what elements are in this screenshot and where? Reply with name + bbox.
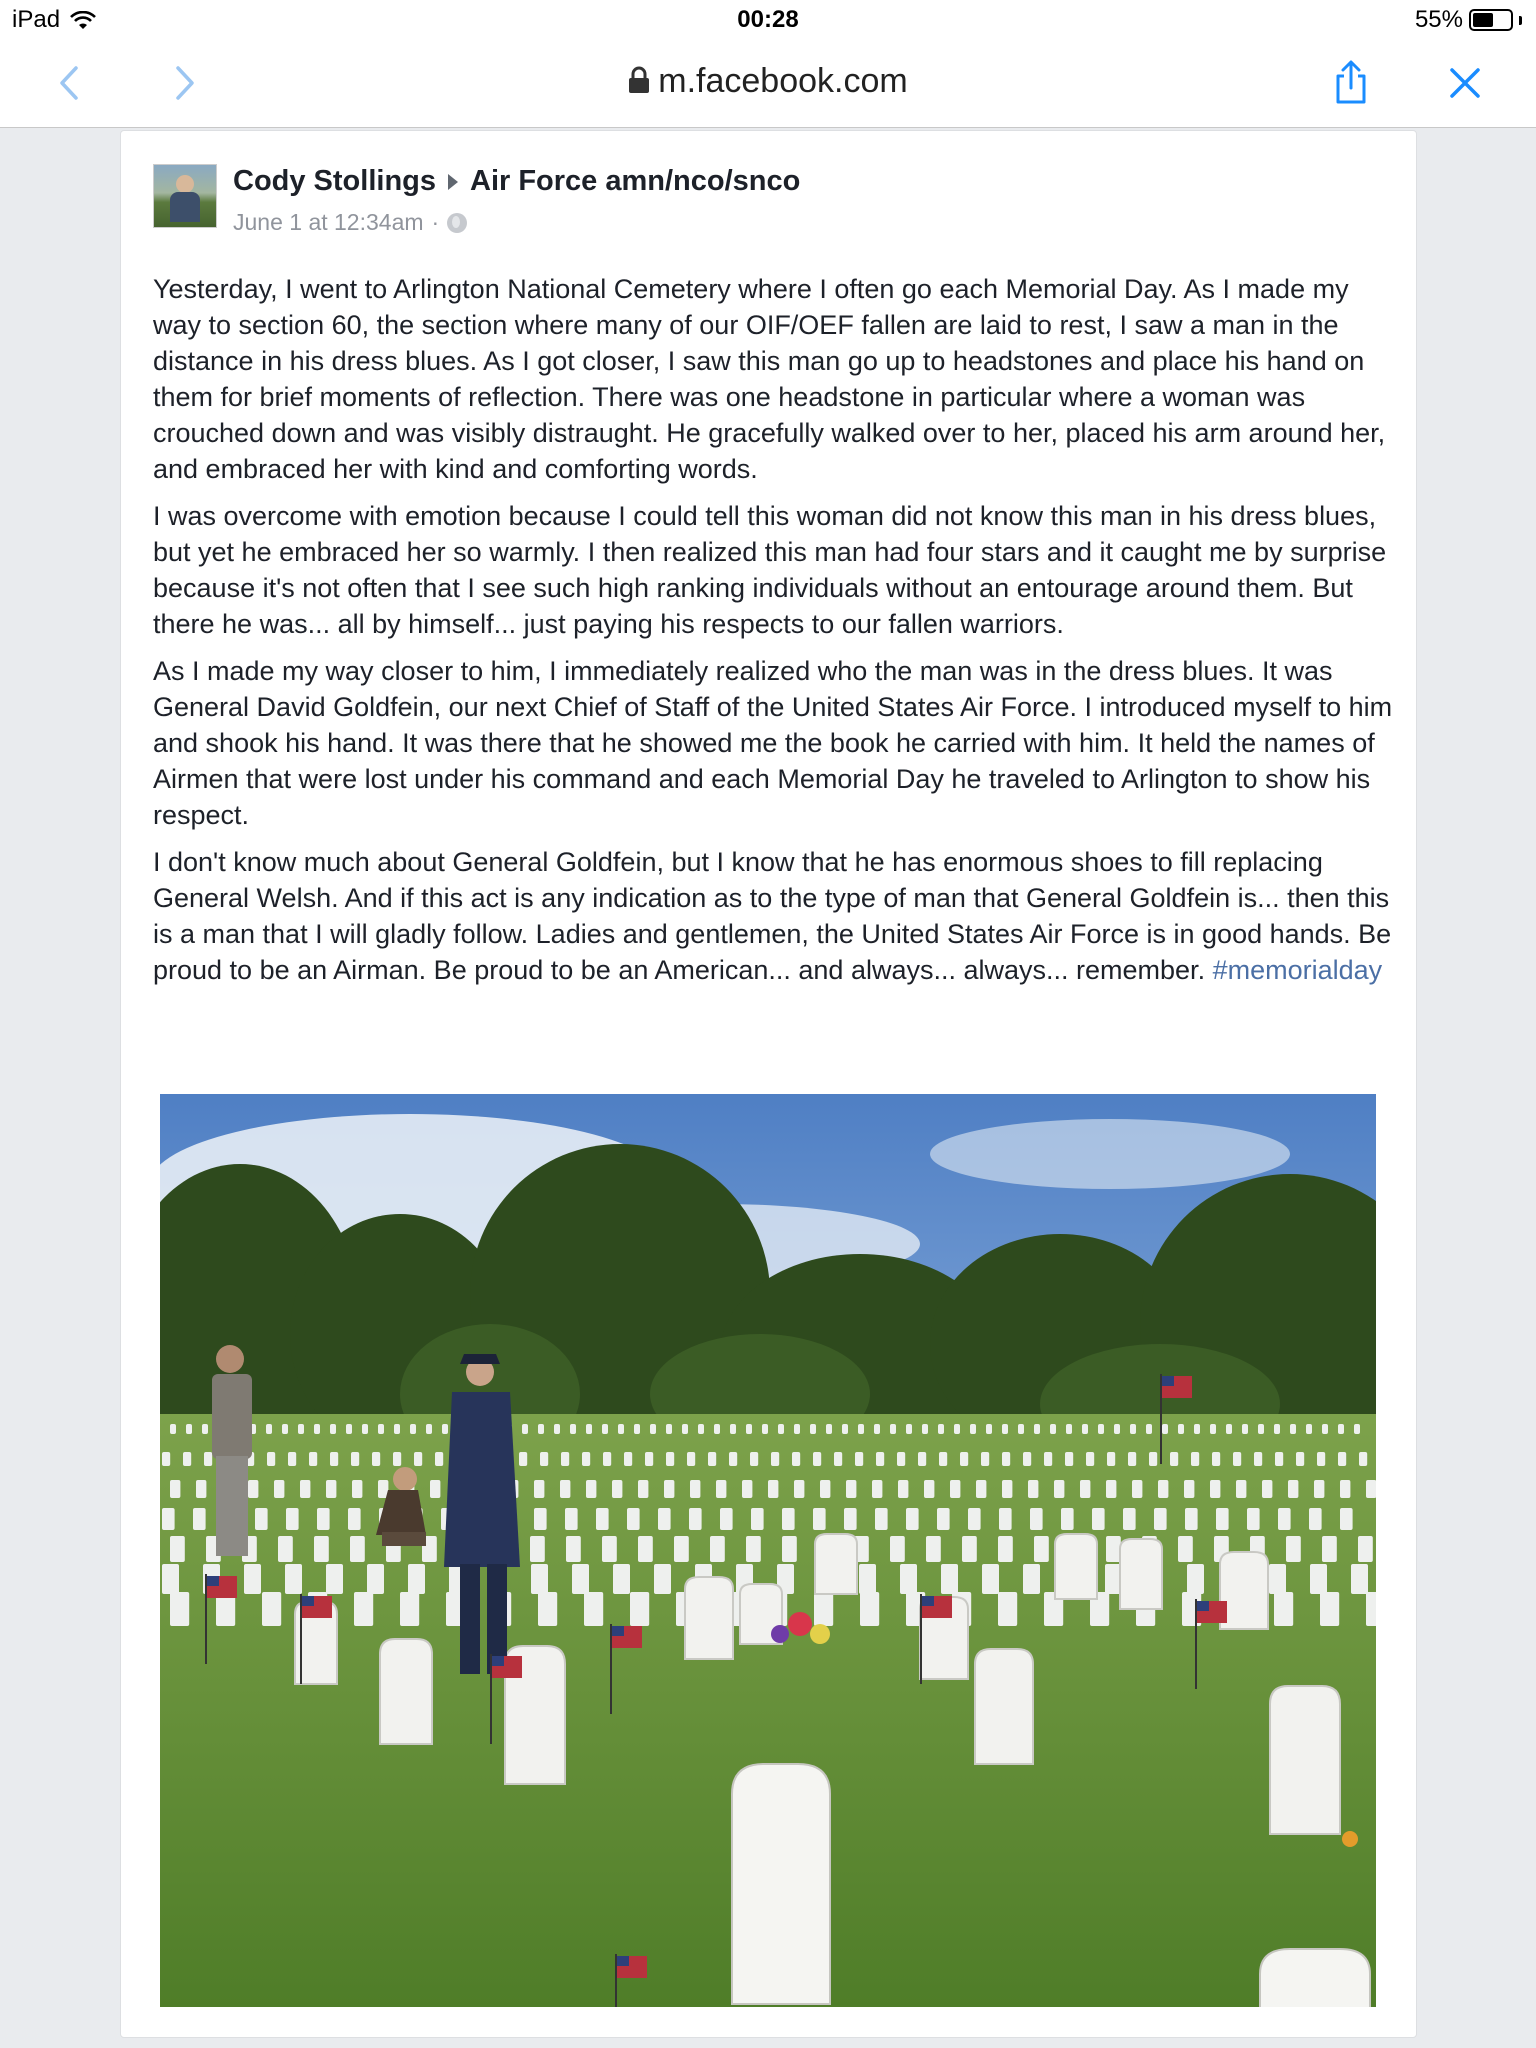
clock: 00:28 xyxy=(737,6,799,33)
lock-icon xyxy=(628,64,650,103)
post-meta xyxy=(233,209,467,236)
post-photo[interactable] xyxy=(160,1094,1376,2007)
address-bar[interactable] xyxy=(0,62,1536,103)
status-bar xyxy=(0,0,1536,40)
share-button[interactable] xyxy=(1326,58,1376,108)
avatar[interactable] xyxy=(153,164,217,228)
globe-icon xyxy=(447,213,467,233)
post-paragraph: I was overcome with emotion because I could tell this woman did not know this man in his dress blues, but yet he embraced her so warmly. I then realized this man had four stars and it caught me by surprise because it's not often that I see such high ranking individuals without an entourage around them. But there he was... all by himself... just paying his respects to our fallen warriors. xyxy=(153,501,1387,639)
post-paragraph: Yesterday, I went to Arlington National Cemetery where I often go each Memorial Day. As I made my way to section 60, the section where many of our OIF/OEF fallen are laid to rest, I saw a man in the distance in his dress blues. As I got closer, I saw this man go up to headstones and place his hand on them for brief moments of reflection. There was one headstone in particular where a woman was crouched down and was visibly distraught. He gracefully walked over to her, placed his arm around her, and embraced her with kind and comforting words. xyxy=(153,274,1386,484)
group-name-link[interactable]: Air Force amn/nco/snco xyxy=(470,165,801,197)
timestamp-link[interactable]: June 1 at 12:34am xyxy=(233,209,424,235)
close-button[interactable] xyxy=(1440,58,1490,108)
post-paragraph-last xyxy=(153,844,1398,988)
post-body xyxy=(153,271,1398,999)
battery-tip xyxy=(1519,16,1522,25)
close-icon xyxy=(1440,58,1490,108)
url-text: m.facebook.com xyxy=(658,62,908,100)
battery-percent: 55% xyxy=(1414,6,1463,33)
hashtag-link[interactable]: #memorialday xyxy=(1212,955,1383,985)
post-paragraph: As I made my way closer to him, I immediately realized who the man was in the dress blues. It was General David Goldfein, our next Chief of Staff of the United States Air Force. I introduced myself to him and shook his hand. It was there that he showed me the book he carried with him. It held the names of Airmen that were lost under his command and each Memorial Day he traveled to Arlington to show his respect. xyxy=(153,656,1393,830)
share-icon xyxy=(1326,58,1376,108)
device-name: iPad xyxy=(12,6,61,33)
post-paragraph-text: I don't know much about General Goldfein, but I know that he has enormous shoes to fill replacing General Welsh. And if this act is any indication as to the type of man that General Goldfein is... then this is a man that I will gladly follow. Ladies and gentlemen, the United States Air Force is in good hands. Be proud to be an Airman. Be proud to be an American... and always... always... remember. xyxy=(153,847,1392,985)
browser-toolbar xyxy=(0,40,1536,128)
status-right xyxy=(1415,6,1522,34)
battery-icon xyxy=(1469,9,1513,31)
author-name-link[interactable]: Cody Stollings xyxy=(233,165,436,197)
triangle-right-icon xyxy=(448,174,458,190)
cemetery-photo-image xyxy=(160,1094,1376,2007)
meta-separator: · xyxy=(431,209,440,235)
post-card xyxy=(120,130,1417,2038)
post-header xyxy=(233,165,800,198)
